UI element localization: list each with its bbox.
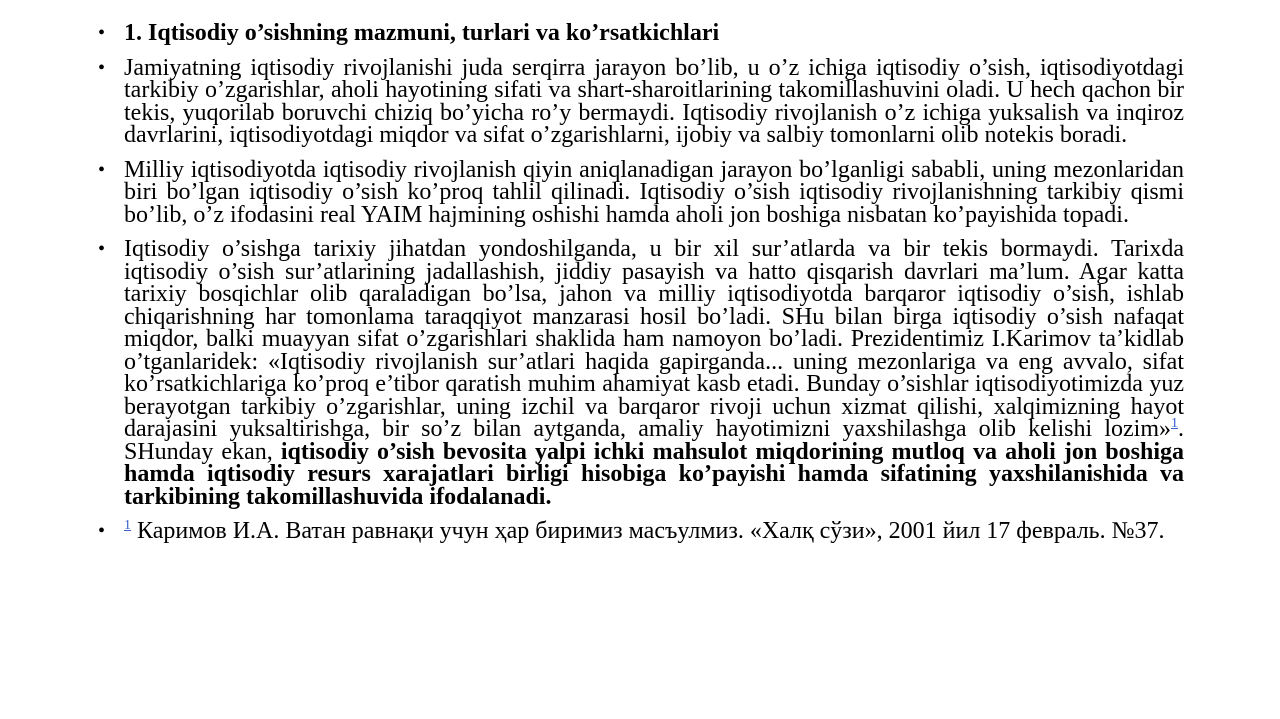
footnote-text: Каримов И.А. Ватан равнақи учун ҳар биримиз масъулмиз. «Халқ сўзи», 2001 йил 17 февраль. №37. bbox=[131, 518, 1165, 544]
paragraph-text: Jamiyatning iqtisodiy rivojlanishi juda serqirra jarayon bo’lib, u o’z ichiga iqtisodiy o’sish, iqtisodiyotdagi tarkibiy o’zgarishlar, aholi hayotining sifati va shart-sharoitlarining takomillashuvini oladi. U hech qachon bir tekis, yuqorilab boruvchi chiziq bo’yicha ro’y bermaydi. Iqtisodiy rivojlanish o’z ichiga yuksalish va inqiroz davrlarini, iqtisodiyotdagi miqdor va sifat o’zgarishlarni, ijobiy va salbiy tomonlarni olib notekis boradi. bbox=[124, 54, 1184, 148]
bullet-paragraph bbox=[98, 156, 1184, 228]
paragraph-text: Iqtisodiy o’sishga tarixiy jihatdan yondoshilganda, u bir xil sur’atlarda va bir tekis bormaydi. Tarixda iqtisodiy o’sish sur’atlarining jadallashish, jiddiy pasayish va hatto qisqarish davrlari ma’lum. Agar katta tarixiy bosqichlar olib qaraladigan bo’lsa, jahon va milliy iqtisodiyotda barqaror iqtisodiy o’sish, ishlab chiqarishning har tomonlama taraqqiyot manzarasi hosil bo’ladi. SHu bilan birga iqtisodiy o’sish nafaqat miqdor, balki muayyan sifat o’zgarishlari shaklida ham namoyon bo’ladi. Prezidentimiz I.Karimov ta’kidlab o’tganlaridek: «Iqtisodiy rivojlanish sur’atlari haqida gapirganda... uning mezonlariga va eng avvalo, sifat ko’rsatkichlariga ko’proq e’tibor qaratish muhim ahamiyat kasb etadi. Bunday o’sishlar iqtisodiyotimizda yuz berayotgan tarkibiy o’zgarishlar, uning izchil va barqaror rivoji uchun xizmat qilishi, xalqimizning hayot darajasini yuksaltirishga, bir so’z bilan aytganda, amaliy hayotimizni yaxshilashga olib kelishi lozim» bbox=[124, 236, 1184, 442]
footnote-marker[interactable]: 1 bbox=[124, 518, 131, 533]
bullet-icon: • bbox=[98, 520, 106, 542]
bullet-icon: • bbox=[98, 56, 106, 79]
bullet-paragraph bbox=[98, 238, 1184, 508]
bullet-icon: • bbox=[98, 238, 106, 260]
paragraph-text: Milliy iqtisodiyotda iqtisodiy rivojlanish qiyin aniqlanadigan jarayon bo’lganligi sababli, uning mezonlaridan biri bo’lgan iqtisodiy o’sish ko’proq tahlil qilinadi. Iqtisodiy o’sish iqtisodiy rivojlanishning tarkibiy qismi bo’lib, o’z ifodasini real YAIM hajmining oshishi hamda aholi jon boshiga nisbatan ko’payishida topadi. bbox=[124, 156, 1184, 228]
bullet-paragraph bbox=[98, 54, 1184, 148]
bullet-icon: • bbox=[98, 22, 106, 44]
bullet-footnote bbox=[98, 520, 1184, 543]
section-heading: 1. Iqtisodiy o’sishning mazmuni, turlari va ko’rsatkichlari bbox=[124, 20, 720, 46]
footnote-link[interactable]: 1 bbox=[1171, 416, 1178, 431]
paragraph-text-continued: . SHunday ekan, bbox=[124, 416, 1184, 465]
paragraph-bold-conclusion: iqtisodiy o’sish bevosita yalpi ichki mahsulot miqdorining mutloq va aholi jon boshiga hamda iqtisodiy resurs xarajatlari birligi hisobiga ko’payishi hamda sifatining yaxshilanishida va tarkibining takomillashuvida ifodalanadi. bbox=[124, 438, 1185, 510]
bullet-list bbox=[98, 22, 1184, 543]
bullet-icon: • bbox=[98, 158, 106, 181]
slide-content bbox=[98, 22, 1184, 555]
bullet-heading bbox=[98, 22, 1184, 45]
